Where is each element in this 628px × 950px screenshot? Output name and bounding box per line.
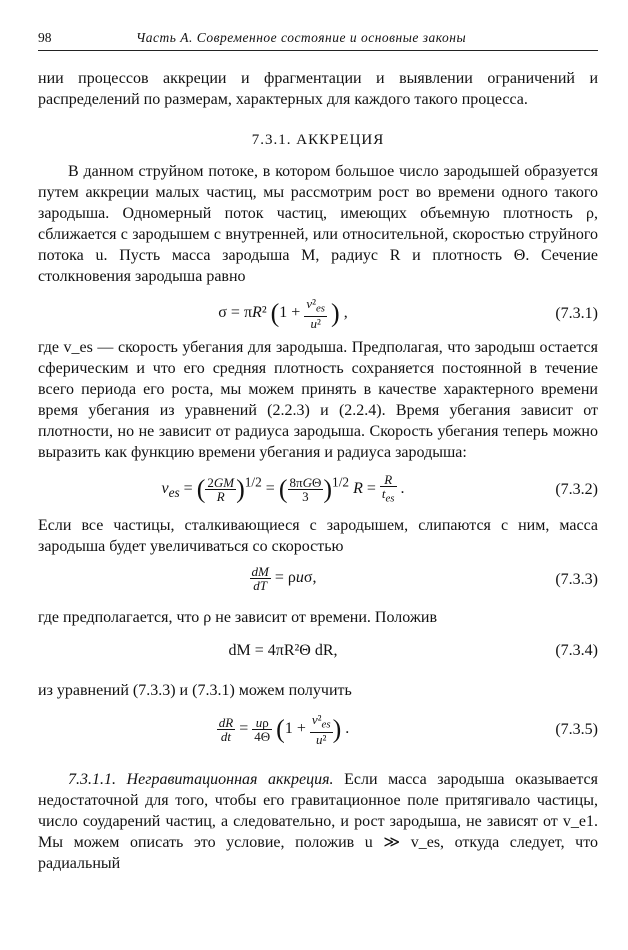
subsection-text: Если масса зародыша оказывается недостаточной для того, чтобы его гравитационное поле притягивало частицы, число соударений частиц, а следовательно, и рост зародыша, не зависят от v_e1. Мы можем описать это условие, положив u ≫ v_es, откуда следует, что радиальный — [38, 771, 598, 872]
equation-number: (7.3.4) — [555, 642, 598, 659]
equation-7-3-4: dM = 4πR²Θ dR, (7.3.4) — [228, 642, 598, 659]
equation-number: (7.3.2) — [555, 481, 598, 498]
equation-7-3-2: $v_{es}$ = ( $\frac{2GM}{R}$ )$^{1/2}$ = ( $\frac{\text{8πGΘ}}{3}$ )$^{1/2}$ R = $\frac{R}{t_{es}}$ . (7.3.2) — [161, 472, 598, 505]
page-header — [38, 24, 598, 46]
paragraph-accretion-intro: В данном струйном потоке, в котором большое число зародышей образуется путем аккреции малых частиц, мы рассмотрим рост во времени одного такого зародыша. Одномерный поток частиц, имеющих объемную плотность ρ, сближается с зародышем с внутренней, или относительной, скоростью струйного потока u. Пусть масса зародыша M, радиус R и плотность Θ. Сечение столкновения зародыша равно — [38, 163, 598, 285]
equation-7-3-1: σ = πR² (1 + $\frac{v^2_{es}}{\text{u²}}$ ) , (7.3.1) — [218, 296, 598, 331]
page — [38, 24, 598, 874]
header-rule — [38, 50, 598, 51]
equation-number: (7.3.5) — [555, 721, 598, 738]
paragraph-nongravitational — [38, 769, 598, 874]
equation-number: (7.3.1) — [555, 305, 598, 322]
section-heading: 7.3.1. АККРЕЦИЯ — [251, 132, 385, 148]
paragraph-continuation: нии процессов аккреции и фрагментации и выявлении ограничений и распределений по размерам, характерных для каждого такого процесса. — [38, 70, 598, 108]
equation-number: (7.3.3) — [555, 571, 598, 588]
paragraph-escape-velocity: где v_es — скорость убегания для зародыша. Предполагая, что зародыш остается сферическим и что его средняя плотность сохраняется постоянной в течение всего периода его роста, мы можем принять в качестве характерного времени время убегания из уравнений (2.2.3) и (2.2.4). Время убегания зависит от плотности, но не зависит от радиуса зародыша. Скорость убегания теперь можно выразить как функцию времени убегания и радиуса зародыша: — [38, 339, 598, 461]
subsection-label: 7.3.1.1. Негравитационная аккреция. — [68, 771, 334, 788]
page-number: 98 — [38, 30, 52, 45]
paragraph-sticking: Если все частицы, сталкивающиеся с зародышем, слипаются с ним, масса зародыша будет увеличиваться со скоростью — [38, 517, 598, 555]
paragraph-derive: из уравнений (7.3.3) и (7.3.1) можем получить — [38, 682, 352, 699]
equation-7-3-3: $\frac{dM}{dT}$ = ρuσ, (7.3.3) — [251, 564, 598, 593]
running-title: Часть А. Современное состояние и основные законы — [136, 30, 467, 45]
paragraph-assumption: где предполагается, что ρ не зависит от времени. Положив — [38, 609, 438, 626]
equation-7-3-5: $\frac{dR}{dt}$ = $\frac{u\rho}{4\Theta}$ (1 + $\frac{v^2_{es}}{\text{u²}}$ ) . (7.3.5) — [218, 712, 598, 747]
